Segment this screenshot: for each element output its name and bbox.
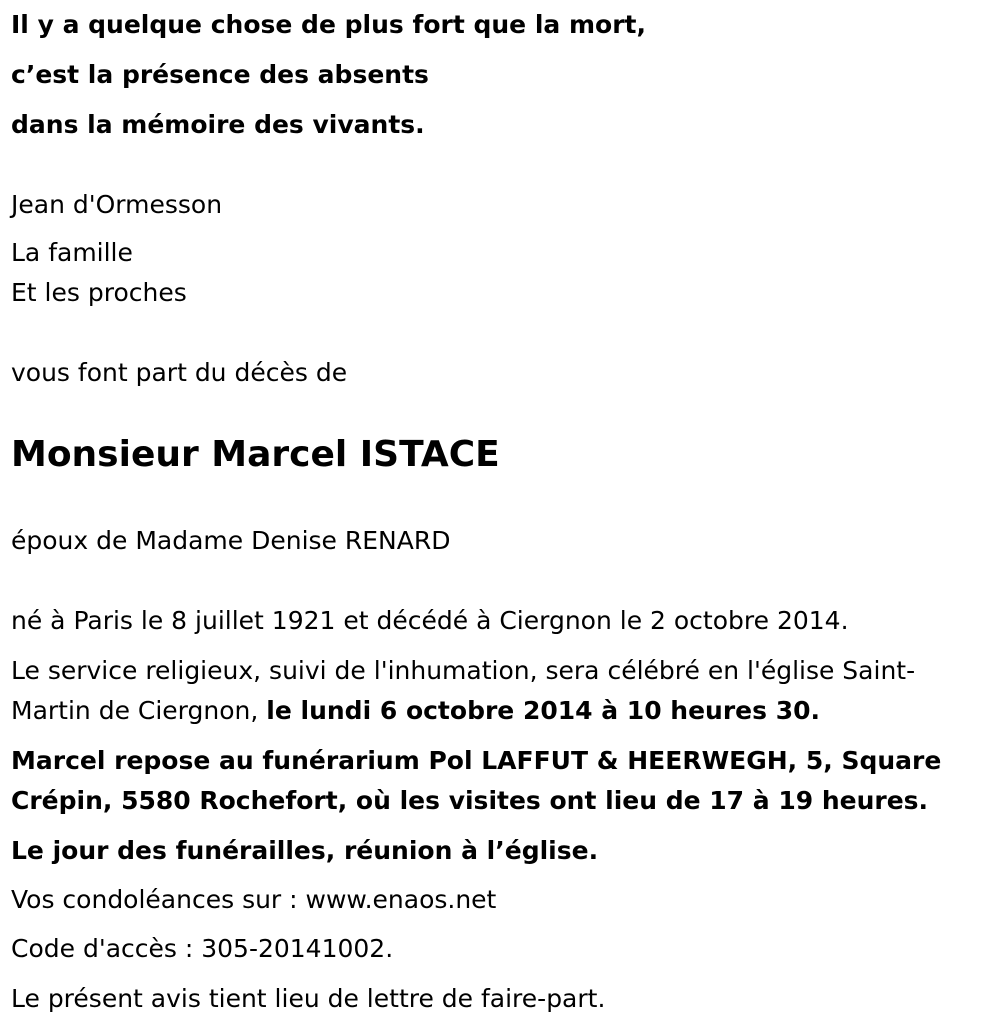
deceased-name: Monsieur Marcel ISTACE — [11, 434, 500, 475]
notice-text: Le présent avis tient lieu de lettre de faire-part. — [11, 984, 606, 1013]
intro-text: vous font part du décès de — [11, 358, 348, 387]
quote-line-1: Il y a quelque chose de plus fort que la mort, — [11, 10, 646, 39]
quote-line-3: dans la mémoire des vivants. — [11, 110, 425, 139]
service-date: le lundi 6 octobre 2014 à 10 heures 30. — [266, 696, 821, 725]
service-text: Le service religieux, suivi de l'inhumation, sera célébré en l'église Saint-Martin de Ciergnon, — [11, 656, 916, 725]
birth-death-text: né à Paris le 8 juillet 1921 et décédé à Ciergnon le 2 octobre 2014. — [11, 606, 849, 635]
condolences-text: Vos condoléances sur : www.enaos.net — [11, 885, 497, 914]
funeral-meeting-text: Le jour des funérailles, réunion à l’église. — [11, 836, 599, 865]
quote-author: Jean d'Ormesson — [11, 190, 223, 219]
announcer-relatives: Et les proches — [11, 278, 187, 307]
spouse-text: époux de Madame Denise RENARD — [11, 526, 451, 555]
announcer-family: La famille — [11, 238, 133, 267]
access-code-text: Code d'accès : 305-20141002. — [11, 934, 394, 963]
visitation-paragraph: Marcel repose au funérarium Pol LAFFUT & HEERWEGH, 5, Square Crépin, 5580 Rochefort, où les visites ont lieu de 17 à 19 heures. — [11, 746, 942, 815]
service-paragraph — [11, 651, 986, 731]
quote-line-2: c’est la présence des absents — [11, 60, 429, 89]
